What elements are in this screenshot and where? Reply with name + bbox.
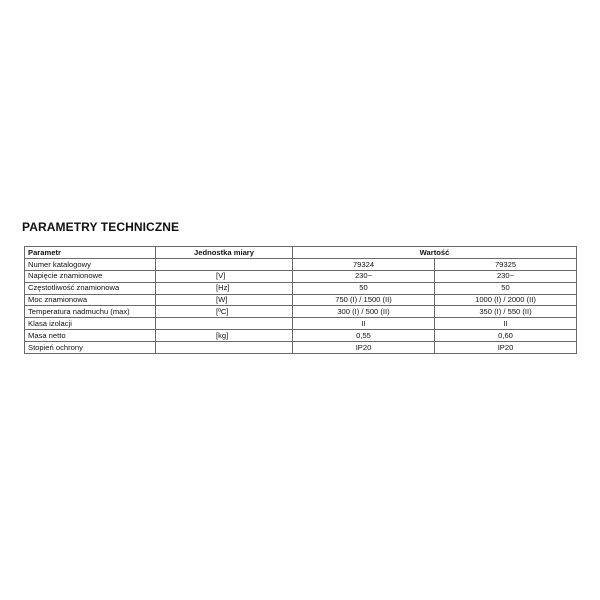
header-row bbox=[25, 247, 577, 259]
value-cell-79324: 230~ bbox=[293, 270, 435, 282]
value-cell-79325: 1000 (I) / 2000 (II) bbox=[435, 294, 577, 306]
value-cell-79324: 0,55 bbox=[293, 330, 435, 342]
param-cell: Napięcie znamionowe bbox=[25, 270, 156, 282]
value-cell-79325: IP20 bbox=[435, 342, 577, 354]
section-title: PARAMETRY TECHNICZNE bbox=[22, 220, 180, 234]
unit-cell: [W] bbox=[156, 294, 293, 306]
unit-cell: [Hz] bbox=[156, 282, 293, 294]
spec-table bbox=[24, 246, 577, 354]
param-cell: Klasa izolacji bbox=[25, 318, 156, 330]
value-cell-79325: 0,60 bbox=[435, 330, 577, 342]
param-cell: Temperatura nadmuchu (max) bbox=[25, 306, 156, 318]
value-cell-79324: 750 (I) / 1500 (II) bbox=[293, 294, 435, 306]
param-cell: Moc znamionowa bbox=[25, 294, 156, 306]
value-cell-79324: IP20 bbox=[293, 342, 435, 354]
table-row bbox=[25, 306, 577, 318]
value-cell-79324: 300 (I) / 500 (II) bbox=[293, 306, 435, 318]
unit-cell bbox=[156, 318, 293, 330]
value-cell-79325: II bbox=[435, 318, 577, 330]
value-cell-79324: II bbox=[293, 318, 435, 330]
unit-cell: [kg] bbox=[156, 330, 293, 342]
unit-cell: [ºC] bbox=[156, 306, 293, 318]
table-row bbox=[25, 282, 577, 294]
table-row bbox=[25, 294, 577, 306]
table-row bbox=[25, 258, 577, 270]
value-cell-79325: 50 bbox=[435, 282, 577, 294]
value-cell-79325: 230~ bbox=[435, 270, 577, 282]
table-row bbox=[25, 318, 577, 330]
header-parameter: Parametr bbox=[25, 247, 156, 259]
unit-cell bbox=[156, 258, 293, 270]
header-unit: Jednostka miary bbox=[156, 247, 293, 259]
unit-cell: [V] bbox=[156, 270, 293, 282]
value-cell-79325: 79325 bbox=[435, 258, 577, 270]
header-value: Wartość bbox=[293, 247, 577, 259]
value-cell-79324: 79324 bbox=[293, 258, 435, 270]
param-cell: Numer katalogowy bbox=[25, 258, 156, 270]
table-row bbox=[25, 270, 577, 282]
value-cell-79324: 50 bbox=[293, 282, 435, 294]
unit-cell bbox=[156, 342, 293, 354]
param-cell: Stopień ochrony bbox=[25, 342, 156, 354]
table-row bbox=[25, 330, 577, 342]
param-cell: Masa netto bbox=[25, 330, 156, 342]
table-row bbox=[25, 342, 577, 354]
param-cell: Częstotliwość znamionowa bbox=[25, 282, 156, 294]
value-cell-79325: 350 (I) / 550 (II) bbox=[435, 306, 577, 318]
